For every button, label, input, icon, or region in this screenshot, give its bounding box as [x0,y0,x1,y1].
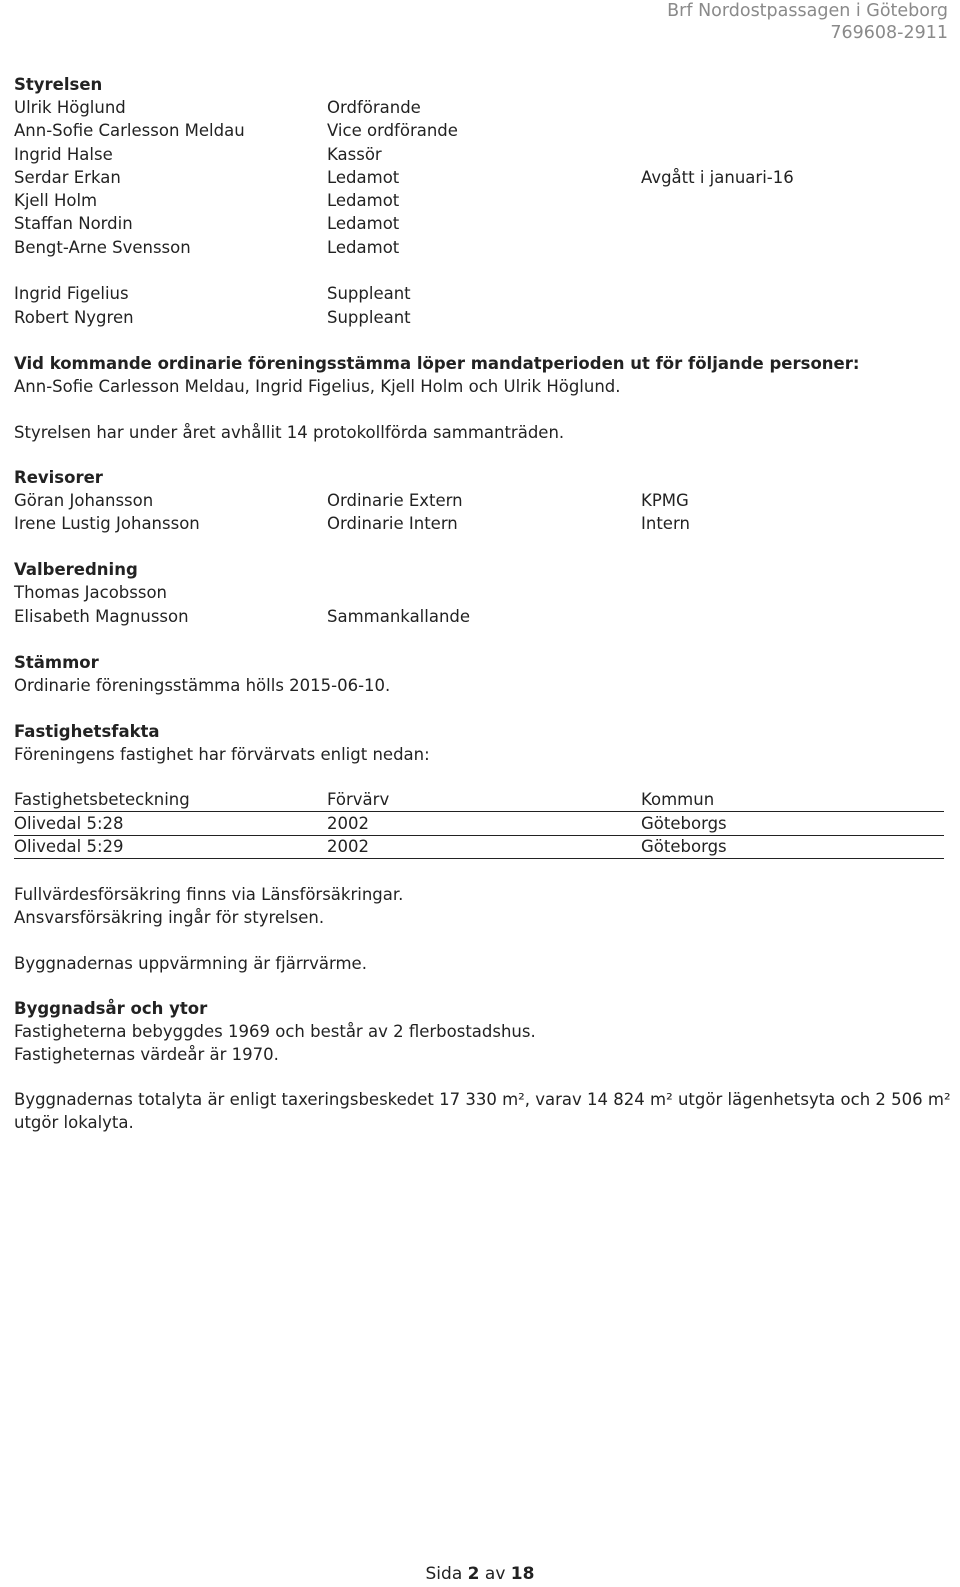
nomination-member-name: Thomas Jacobsson [14,583,168,602]
table-cell: 2002 [327,814,369,833]
insurance-text: Fullvärdesförsäkring finns via Länsförsäkringar. [14,885,404,904]
suppleant-role: Suppleant [327,284,411,303]
section-heading-styrelsen: Styrelsen [14,75,103,94]
mandate-heading: Vid kommande ordinarie föreningsstämma löper mandatperioden ut för följande personer: [14,354,860,373]
table-cell: Göteborgs [641,814,727,833]
area-text-line-1: Byggnadernas totalyta är enligt taxeringsbeskedet 17 330 m², varav 14 824 m² utgör lägenhetsyta och 2 506 m² [14,1090,951,1109]
page-total: 18 [510,1564,535,1584]
page-header [667,0,948,44]
auditor-org: Intern [641,514,690,533]
section-heading-valberedning: Valberedning [14,560,138,579]
board-member-name: Ann-Sofie Carlesson Meldau [14,121,245,140]
auditor-org: KPMG [641,491,689,510]
page-footer [0,1563,960,1585]
auditor-type: Ordinarie Extern [327,491,463,510]
area-text-line-2: utgör lokalyta. [14,1113,134,1132]
auditor-name: Irene Lustig Johansson [14,514,200,533]
nomination-member-role: Sammankallande [327,607,471,626]
board-member-role: Ordförande [327,98,421,117]
table-rule [14,811,944,812]
table-header-cell: Förvärv [327,790,390,809]
org-name: Brf Nordostpassagen i Göteborg [667,1,948,21]
table-header-cell: Fastighetsbeteckning [14,790,190,809]
board-member-name: Staffan Nordin [14,214,133,233]
board-member-name: Kjell Holm [14,191,98,210]
table-rule [14,835,944,836]
board-member-role: Ledamot [327,191,400,210]
board-member-role: Ledamot [327,238,400,257]
suppleant-role: Suppleant [327,308,411,327]
section-heading-revisorer: Revisorer [14,468,103,487]
suppleant-name: Ingrid Figelius [14,284,129,303]
table-cell: Göteborgs [641,837,727,856]
table-cell: Olivedal 5:28 [14,814,124,833]
meeting-date-text: Ordinarie föreningsstämma hölls 2015-06-10. [14,676,391,695]
nomination-member-name: Elisabeth Magnusson [14,607,189,626]
section-heading-byggnadsar: Byggnadsår och ytor [14,999,208,1018]
auditor-name: Göran Johansson [14,491,154,510]
board-member-name: Serdar Erkan [14,168,121,187]
board-member-note: Avgått i januari-16 [641,168,794,187]
built-year-text: Fastigheterna bebyggdes 1969 och består av 2 flerbostadshus. [14,1022,536,1041]
page-number: 2 [467,1564,480,1584]
board-meetings-text: Styrelsen har under året avhållit 14 protokollförda sammanträden. [14,423,565,442]
section-heading-fastighetsfakta: Fastighetsfakta [14,722,160,741]
property-intro: Föreningens fastighet har förvärvats enligt nedan: [14,745,430,764]
table-header-cell: Kommun [641,790,715,809]
heating-text: Byggnadernas uppvärmning är fjärrvärme. [14,954,367,973]
value-year-text: Fastigheternas värdeår är 1970. [14,1045,279,1064]
table-cell: 2002 [327,837,369,856]
board-member-role: Ledamot [327,214,400,233]
page-of-label: av [484,1564,506,1584]
board-member-name: Bengt-Arne Svensson [14,238,191,257]
board-member-name: Ingrid Halse [14,145,113,164]
board-member-role: Kassör [327,145,382,164]
table-rule [14,858,944,859]
board-member-role: Ledamot [327,168,400,187]
liability-insurance-text: Ansvarsförsäkring ingår för styrelsen. [14,908,325,927]
board-member-role: Vice ordförande [327,121,458,140]
table-cell: Olivedal 5:29 [14,837,124,856]
section-heading-stammor: Stämmor [14,653,99,672]
org-number: 769608-2911 [830,23,948,43]
auditor-type: Ordinarie Intern [327,514,458,533]
page-label: Sida [425,1564,463,1584]
board-member-name: Ulrik Höglund [14,98,126,117]
mandate-names: Ann-Sofie Carlesson Meldau, Ingrid Figelius, Kjell Holm och Ulrik Höglund. [14,377,621,396]
suppleant-name: Robert Nygren [14,308,134,327]
